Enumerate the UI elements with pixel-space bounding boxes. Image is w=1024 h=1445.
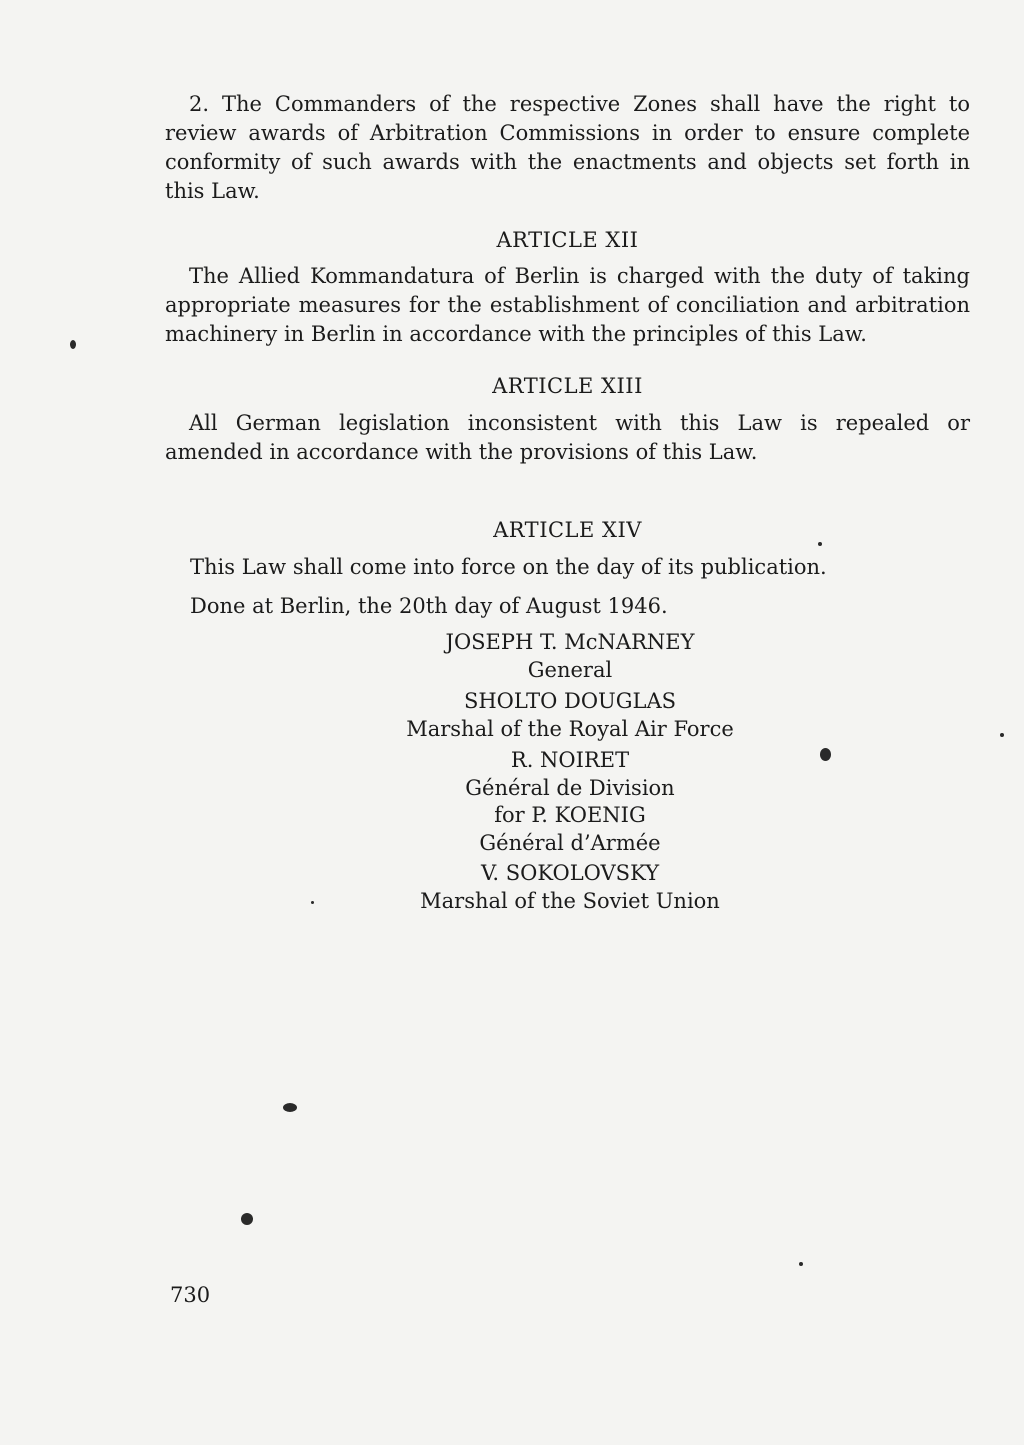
- heading-article-xiv: ARTICLE XIV: [493, 518, 642, 542]
- scan-speck: [241, 1213, 253, 1225]
- scan-speck: [311, 901, 314, 904]
- scan-speck: [818, 542, 822, 546]
- signatory-name: V. SOKOLOVSKY: [480, 861, 660, 885]
- heading-article-xiii: ARTICLE XIII: [492, 374, 643, 398]
- signatory-title: Général d’Armée: [479, 831, 661, 855]
- signatory-title: Marshal of the Royal Air Force: [406, 717, 734, 741]
- signatory-name: R. NOIRET: [510, 748, 630, 772]
- scan-speck: [70, 340, 76, 349]
- paragraph-review-awards: 2. The Commanders of the respective Zones shall have the right to review awards of Arbitration Commissions in order to ensure complete conformity of such awards with the enactments and objects set forth in this Law.: [165, 92, 970, 203]
- done-at-berlin-line: Done at Berlin, the 20th day of August 1946.: [190, 594, 668, 618]
- heading-article-xii: ARTICLE XII: [496, 228, 639, 252]
- signatory-name: SHOLTO DOUGLAS: [463, 689, 677, 713]
- scan-speck: [283, 1103, 297, 1112]
- signatory-on-behalf-of: for P. KOENIG: [494, 803, 646, 827]
- signatory-title: General: [527, 658, 613, 682]
- paragraph-entry-into-force: This Law shall come into force on the day of its publication.: [190, 555, 827, 579]
- signatory-name: JOSEPH T. McNARNEY: [445, 630, 695, 654]
- scan-speck: [1000, 733, 1004, 737]
- page-number: 730: [170, 1283, 211, 1307]
- paragraph-kommandatura: The Allied Kommandatura of Berlin is charged with the duty of taking appropriate measures for the establishment of conciliation and arbitration machinery in Berlin in accordance with the principles of this Law.: [165, 264, 970, 346]
- scan-speck: [799, 1262, 803, 1266]
- signatory-title: Général de Division: [465, 776, 675, 800]
- signatory-title: Marshal of the Soviet Union: [420, 889, 720, 913]
- scan-speck: [820, 748, 831, 761]
- paragraph-legislation-repealed: All German legislation inconsistent with this Law is repealed or amended in accordance with the provisions of this Law.: [165, 411, 970, 464]
